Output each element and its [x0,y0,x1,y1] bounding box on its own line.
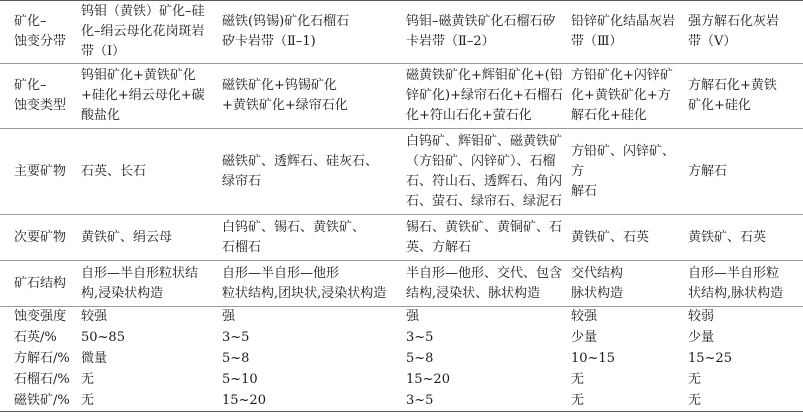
table-cell: 15~20 [219,391,403,412]
table-cell: 交代结构 脉状构造 [568,261,685,307]
table-cell: 钨钼矿化+黄铁矿化+硅化+绢云母化+碳酸盐化 [78,64,219,129]
row-ore-texture [0,261,803,307]
table-cell: 10~15 [571,351,615,366]
table-cell: 自形—半自形粒 状结构,脉状构造 [685,261,803,307]
table-cell: 磁铁矿、透辉石、硅灰石、 绿帘石 [219,129,403,215]
table-cell: 较强 [81,309,108,325]
table-cell: 5~10 [222,372,258,387]
table-cell: 自形—半自形—他形 粒状结构,团块状,浸染状构造 [219,261,403,307]
table-cell: 无 [81,372,95,387]
row-label: 石英/% [14,330,57,345]
table-cell: 黄铁矿、绢云母 [78,215,219,261]
row-minor-minerals [0,215,803,261]
row-garnet-percent [0,370,803,391]
header-row [0,1,803,64]
table-cell: 50~85 [81,330,125,345]
table-cell: 少量 [688,330,715,345]
table-cell: 方解石 [685,129,803,215]
row-label: 矿化– 蚀变类型 [0,64,78,129]
header-zone-3: 铅锌矿化结晶灰岩 带（Ⅲ） [568,1,685,64]
row-label: 主要矿物 [0,129,78,215]
row-magnetite-percent [0,391,803,412]
row-quartz-percent [0,328,803,349]
table-cell: 白钨矿、锡石、黄铁矿、 石榴石 [219,215,403,261]
header-zone-2-1: 磁铁(钨锡)矿化石榴石 矽卡岩带（Ⅱ–1) [219,1,403,64]
table-cell: 15~25 [688,351,732,366]
table-cell: 较弱 [688,309,715,325]
table-cell: 自形—半自形粒状结构,浸染状构造 [78,261,219,307]
row-label: 次要矿物 [0,215,78,261]
table-cell: 3~5 [222,330,250,345]
row-main-minerals [0,129,803,215]
header-zone-label: 矿化– 蚀变分带 [0,1,78,64]
table-cell: 白钨矿、辉钼矿、磁黄铁矿（方铅矿、闪锌矿）、石榴石、符山石、透辉石、角闪石、萤石、绿帘石、绿泥石 [403,129,568,215]
table-cell: 半自形—他形、交代、包含 结构,浸染状、脉状构造 [403,261,568,307]
table-cell: 强 [406,309,420,325]
table-cell: 微量 [81,351,108,366]
table-cell: 黄铁矿、石英 [568,215,685,261]
table-cell: 方铅矿、闪锌矿、方 解石 [568,129,685,215]
table-cell: 磁铁矿化+钨锡矿化 +黄铁矿化+绿帘石化 [219,64,403,129]
row-alteration-type [0,64,803,129]
row-label: 方解石/% [14,351,70,366]
header-zone-1: 钨钼（黄铁）矿化–硅化–绢云母化花岗斑岩带（Ⅰ） [78,1,219,64]
table-cell: 方铅矿化+闪锌矿化+黄铁矿化+方解石化+硅化 [568,64,685,129]
table-cell: 15~20 [406,372,450,387]
header-zone-5: 强方解石化灰岩 带（Ⅴ） [685,1,803,64]
table-cell: 黄铁矿、石英 [685,215,803,261]
row-label: 石榴石/% [14,372,70,387]
table-cell: 5~8 [222,351,250,366]
table-cell: 无 [78,391,219,412]
table-cell: 无 [688,372,702,387]
table-cell: 较强 [571,309,598,325]
table-cell: 无 [571,372,585,387]
table-cell: 锡石、黄铁矿、黄铜矿、石 英、方解石 [403,215,568,261]
row-calcite-percent [0,349,803,370]
table-cell: 强 [222,309,236,325]
table-cell: 无 [568,391,685,412]
table-cell: 石英、长石 [78,129,219,215]
row-label: 蚀变强度 [14,309,67,325]
table-cell: 少量 [571,330,598,345]
table-cell: 无 [685,391,803,412]
row-label: 矿石结构 [0,261,78,307]
table-cell: 方解石化+黄铁 矿化+硅化 [685,64,803,129]
table-cell: 磁黄铁矿化+辉钼矿化+(铅锌矿化)+绿帘石化+石榴石化+符山石化+萤石化 [403,64,568,129]
row-alteration-intensity [0,307,803,328]
row-label: 磁铁矿/% [0,391,78,412]
table-cell: 3~5 [406,330,434,345]
table-cell: 5~8 [406,351,434,366]
table-cell: 3~5 [403,391,568,412]
header-zone-2-2: 钨钼–磁黄铁矿化石榴石矽 卡岩带（Ⅱ–2） [403,1,568,64]
